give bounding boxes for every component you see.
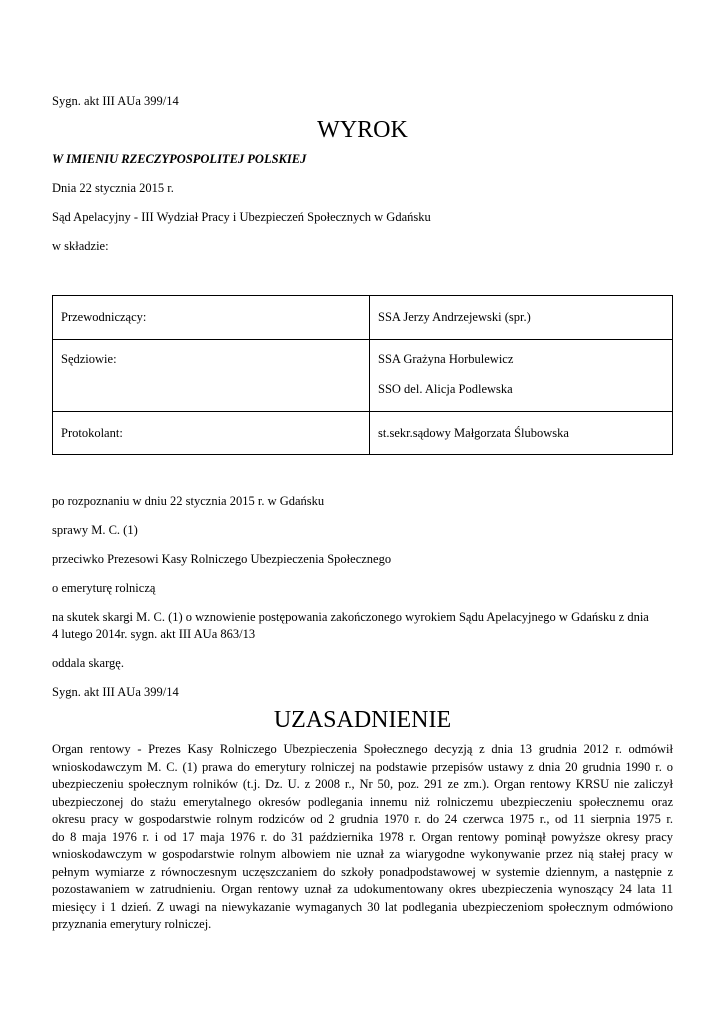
against-party: przeciwko Prezesowi Kasy Rolniczego Ubezpieczenia Społecznego [52, 552, 392, 566]
table-row [53, 296, 673, 340]
paragraph-line: ubezpieczeniu społecznym rolników (t.j. Dz. U. z 2008 r., Nr 50, poz. 291 ze zm.). Organ rentowy KRSU nie zaliczył [52, 777, 673, 791]
chair-value-cell [370, 296, 673, 340]
judges-value-cell [370, 340, 673, 412]
judges-label-cell [53, 340, 370, 412]
complaint-line: 4 lutego 2014r. sygn. akt III AUa 863/13 [52, 627, 256, 641]
paragraph-line: do 8 maja 1976 r. i od 17 maja 1976 r. do 31 października 1978 r. Organ rentowy pominął powyższe okresy pracy [52, 829, 673, 844]
in-the-name-heading: W IMIENIU RZECZYPOSPOLITEJ POLSKIEJ [52, 152, 307, 166]
table-row [53, 340, 673, 412]
justification-title: UZASADNIENIE [273, 707, 452, 733]
paragraph-line: ubezpieczonej do stażu emerytalnego okresów podlegania innemu niż rolniczemu ubezpieczeniu społecznemu oraz [52, 794, 673, 809]
justification-paragraph [52, 741, 673, 934]
judge-name: SSA Grażyna Horbulewicz [378, 352, 514, 366]
judge-name: SSO del. Alicja Podlewska [378, 382, 513, 396]
case-signature-bottom: Sygn. akt III AUa 399/14 [52, 685, 179, 699]
hearing-statement: po rozpoznaniu w dniu 22 stycznia 2015 r. w Gdańsku [52, 494, 325, 508]
clerk-value-cell [370, 412, 673, 455]
composition-label: w składzie: [52, 239, 109, 253]
clerk-label: Protokolant: [61, 426, 123, 440]
court-composition-table [52, 295, 673, 455]
case-subject: o emeryturę rolniczą [52, 581, 156, 595]
paragraph-line: Organ rentowy - Prezes Kasy Rolniczego Ubezpieczenia Społecznego decyzją z dnia 13 grudnia 2012 r. odmówił [52, 742, 673, 756]
judgment-title: WYROK [317, 117, 408, 143]
chair-value: SSA Jerzy Andrzejewski (spr.) [378, 310, 531, 324]
paragraph-line: pełnym wymiarze z równoczesnym uczęszczaniem do szkoły ponadpodstawowej w systemie dziennym, a następnie z [52, 864, 673, 879]
chair-label: Przewodniczący: [61, 310, 147, 324]
paragraph-line: wnioskodawczym M. C. (1) prawa do emerytury rolniczej na podstawie przepisów ustawy z dnia 20 grudnia 1990 r. o [52, 759, 673, 774]
complaint-line: na skutek skargi M. C. (1) o wznowienie postępowania zakończonego wyrokiem Sądu Apelacyjnego w Gdańsku z dnia [52, 610, 649, 624]
case-signature-top: Sygn. akt III AUa 399/14 [52, 94, 179, 108]
paragraph-line: okresu pracy w gospodarstwie rolnym rodziców od 2 grudnia 1970 r. do 24 czerwca 1975 r., od 11 sierpnia 1975 r. [52, 812, 673, 826]
table-row [53, 412, 673, 455]
clerk-value: st.sekr.sądowy Małgorzata Ślubowska [378, 426, 569, 440]
paragraph-line: przyznania emerytury rolniczej. [52, 917, 212, 931]
judges-label: Sędziowie: [61, 352, 117, 366]
case-of: sprawy M. C. (1) [52, 523, 138, 537]
chair-label-cell [53, 296, 370, 340]
complaint-statement [52, 609, 673, 643]
paragraph-line: miesięcy i 1 dzień. Z uwagi na niewykazanie wymaganych 30 lat podlegania ubezpieczeniom społecznym odmówiono [52, 899, 673, 914]
clerk-label-cell [53, 412, 370, 455]
paragraph-line: pozostawaniem w zatrudnieniu. Organ rentowy uznał za udokumentowany okres ubezpieczenia wynoszący 24 lata 11 [52, 882, 673, 896]
court-name: Sąd Apelacyjny - III Wydział Pracy i Ubezpieczeń Społecznych w Gdańsku [52, 210, 431, 224]
paragraph-line: wnioskodawczym w gospodarstwie rolnym albowiem nie uznał za wiarygodne wykonywanie przez nią stałej pracy w [52, 847, 673, 861]
ruling: oddala skargę. [52, 656, 124, 670]
judgment-date: Dnia 22 stycznia 2015 r. [52, 181, 174, 195]
